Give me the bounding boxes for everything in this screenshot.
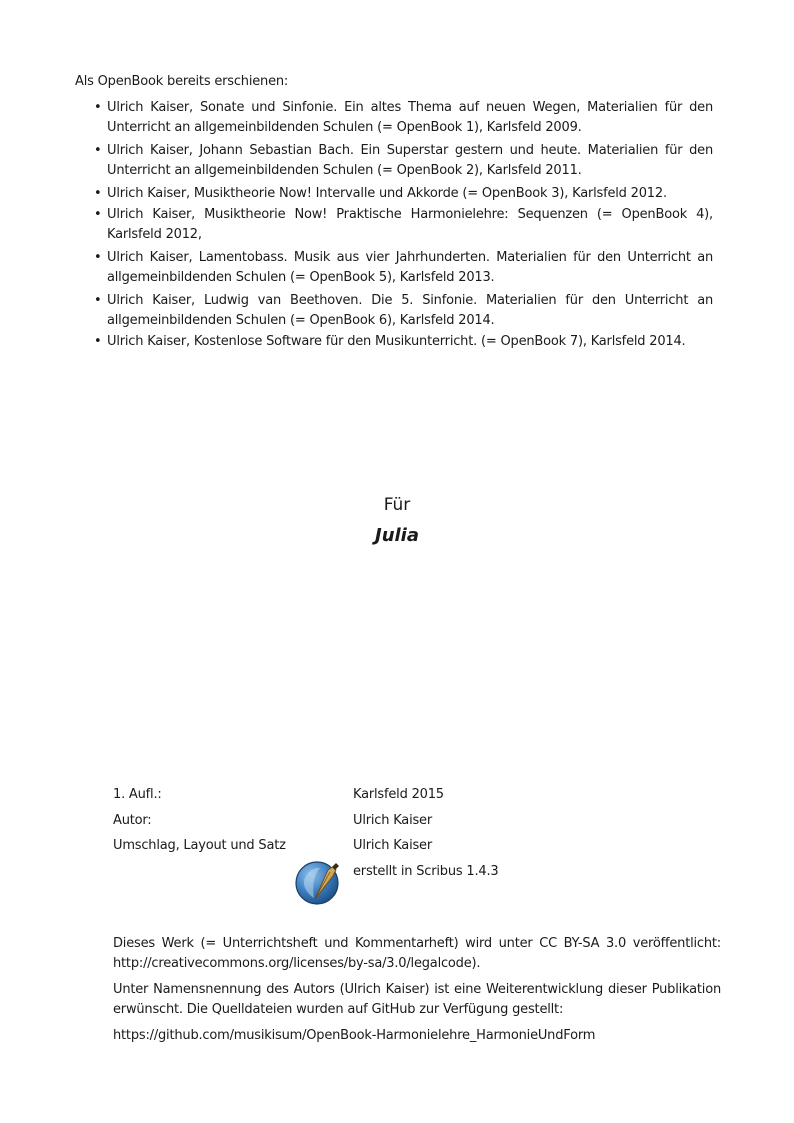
bullet-icon: • [94, 250, 102, 265]
list-item [94, 98, 713, 138]
list-item [94, 332, 713, 352]
contribution-text: Unter Namensnennung des Autors (Ulrich Kaiser) ist eine Weiterentwicklung dieser Publikation erwünscht. Die Quelldateien wurden auf GitHub zur Verfügung gestellt: [113, 982, 721, 1017]
bullet-icon: • [94, 186, 102, 201]
imprint-row-author [113, 808, 533, 834]
published-books-heading: Als OpenBook bereits erschienen: [75, 74, 289, 89]
imprint-value: Ulrich Kaiser [353, 812, 432, 828]
book-entry: Ulrich Kaiser, Musiktheorie Now! Intervalle und Akkorde (= OpenBook 3), Karlsfeld 2012. [107, 186, 667, 201]
dedication-prefix: Für [383, 495, 411, 515]
list-item [94, 141, 713, 181]
imprint-label: Umschlag, Layout und Satz [113, 838, 286, 853]
book-entry: Ulrich Kaiser, Johann Sebastian Bach. Ein Superstar gestern und heute. Materialien für den Unterricht an allgemeinbildenden Schulen (= OpenBook 2), Karlsfeld 2011. [107, 143, 713, 178]
imprint-label: 1. Aufl.: [113, 787, 162, 802]
scribus-logo-icon [294, 858, 342, 906]
book-entry: Ulrich Kaiser, Ludwig van Beethoven. Die 5. Sinfonie. Materialien für den Unterricht an allgemeinbildenden Schulen (= OpenBook 6), Karlsfeld 2014. [107, 293, 713, 328]
bullet-icon: • [94, 143, 102, 158]
list-item [94, 291, 713, 331]
imprint-row-edition [113, 782, 533, 808]
imprint-label: Autor: [113, 812, 152, 828]
book-entry: Ulrich Kaiser, Lamentobass. Musik aus vier Jahrhunderten. Materialien für den Unterricht an allgemeinbildenden Schulen (= OpenBook 5), Karlsfeld 2013. [107, 250, 713, 285]
bullet-icon: • [94, 334, 102, 349]
imprint-row-layout [113, 833, 533, 859]
list-item [94, 248, 713, 288]
license-section [113, 934, 721, 1052]
license-text: Dieses Werk (= Unterrichtsheft und Kommentarheft) wird unter CC BY-SA 3.0 veröffentlicht: http://creativecommons.org/licenses/by-sa/3.0/legalcode). [113, 936, 721, 971]
bullet-icon: • [94, 207, 102, 222]
list-item [94, 184, 713, 204]
published-books-list [94, 98, 713, 353]
imprint-value: Karlsfeld 2015 [353, 787, 444, 802]
dedication-name: Julia [375, 525, 419, 546]
bullet-icon: • [94, 293, 102, 308]
book-entry: Ulrich Kaiser, Musiktheorie Now! Praktische Harmonielehre: Sequenzen (= OpenBook 4), Karlsfeld 2012, [107, 207, 713, 242]
list-item [94, 205, 713, 245]
imprint-value: Ulrich Kaiser [353, 838, 432, 853]
book-entry: Ulrich Kaiser, Sonate und Sinfonie. Ein altes Thema auf neuen Wegen, Materialien für den Unterricht an allgemeinbildenden Schulen (= OpenBook 1), Karlsfeld 2009. [107, 100, 713, 135]
book-entry: Ulrich Kaiser, Kostenlose Software für den Musikunterricht. (= OpenBook 7), Karlsfeld 2014. [107, 334, 686, 349]
bullet-icon: • [94, 100, 102, 115]
github-link[interactable]: https://github.com/musikisum/OpenBook-Harmonielehre_HarmonieUndForm [113, 1028, 596, 1043]
imprint-value: erstellt in Scribus 1.4.3 [353, 863, 499, 879]
